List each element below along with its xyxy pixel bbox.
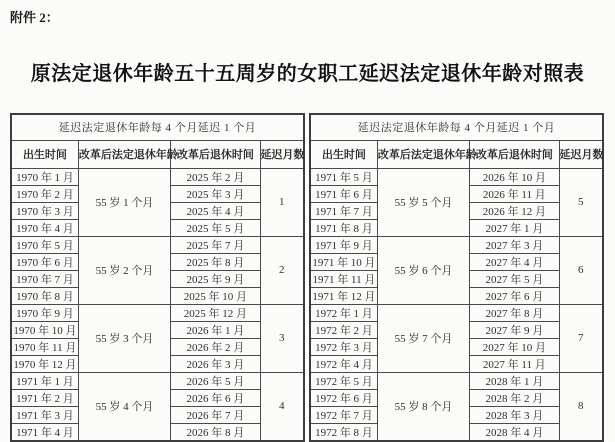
retirement-date-cell: 2028 年 1 月	[470, 372, 559, 389]
birth-date-cell: 1970 年 12 月	[11, 355, 78, 372]
table-row	[310, 140, 603, 168]
birth-date-cell: 1971 年 12 月	[310, 287, 377, 304]
retirement-age-cell: 55 岁 5 个月	[377, 168, 469, 236]
table-row	[310, 168, 603, 185]
birth-date-cell: 1970 年 3 月	[11, 202, 78, 219]
birth-date-cell: 1971 年 3 月	[11, 406, 78, 423]
retirement-date-cell: 2027 年 3 月	[470, 236, 559, 253]
retirement-date-cell: 2025 年 5 月	[171, 219, 260, 236]
retirement-date-cell: 2026 年 12 月	[470, 202, 559, 219]
retirement-age-cell: 55 岁 3 个月	[78, 304, 170, 372]
span-header-left: 延迟法定退休年龄每 4 个月延迟 1 个月	[11, 114, 304, 140]
delay-months-cell: 4	[260, 372, 304, 441]
delay-months-cell: 2	[260, 236, 304, 304]
retirement-date-cell: 2026 年 11 月	[470, 185, 559, 202]
comparison-tables	[10, 113, 604, 442]
birth-date-cell: 1971 年 11 月	[310, 270, 377, 287]
delay-months-cell: 3	[260, 304, 304, 372]
retirement-age-cell: 55 岁 7 个月	[377, 304, 469, 372]
column-header-delay: 延迟月数	[559, 140, 603, 168]
retirement-date-cell: 2028 年 4 月	[470, 423, 559, 441]
table-body-right	[310, 168, 603, 441]
retirement-date-cell: 2027 年 11 月	[470, 355, 559, 372]
birth-date-cell: 1970 年 2 月	[11, 185, 78, 202]
page-title: 原法定退休年龄五十五周岁的女职工延迟法定退休年龄对照表	[30, 63, 585, 85]
table-row	[11, 140, 304, 168]
birth-date-cell: 1971 年 4 月	[11, 423, 78, 441]
birth-date-cell: 1971 年 9 月	[310, 236, 377, 253]
retirement-date-cell: 2026 年 6 月	[171, 389, 260, 406]
column-header-birth: 出生时间	[11, 140, 78, 168]
birth-date-cell: 1970 年 6 月	[11, 253, 78, 270]
retirement-date-cell: 2025 年 3 月	[171, 185, 260, 202]
table-row	[11, 168, 304, 185]
table-row	[11, 372, 304, 389]
table-row	[11, 304, 304, 321]
table-row	[11, 114, 304, 140]
column-header-birth: 出生时间	[310, 140, 377, 168]
column-header-age: 改革后法定退休年龄	[78, 140, 170, 168]
table-row	[11, 236, 304, 253]
attachment-label: 附件 2：	[10, 10, 59, 25]
retirement-date-cell: 2026 年 1 月	[171, 321, 260, 338]
birth-date-cell: 1972 年 7 月	[310, 406, 377, 423]
birth-date-cell: 1972 年 1 月	[310, 304, 377, 321]
delay-months-cell: 1	[260, 168, 304, 236]
table-right	[309, 113, 604, 442]
delay-months-cell: 6	[559, 236, 603, 304]
table-left	[10, 113, 305, 442]
column-header-delay: 延迟月数	[260, 140, 304, 168]
birth-date-cell: 1970 年 4 月	[11, 219, 78, 236]
delay-months-cell: 8	[559, 372, 603, 441]
retirement-date-cell: 2028 年 3 月	[470, 406, 559, 423]
retirement-date-cell: 2027 年 8 月	[470, 304, 559, 321]
retirement-date-cell: 2027 年 10 月	[470, 338, 559, 355]
retirement-date-cell: 2025 年 2 月	[171, 168, 260, 185]
birth-date-cell: 1971 年 6 月	[310, 185, 377, 202]
column-header-retire: 改革后退休时间	[171, 140, 260, 168]
birth-date-cell: 1970 年 5 月	[11, 236, 78, 253]
table-body-left	[11, 168, 304, 441]
birth-date-cell: 1972 年 2 月	[310, 321, 377, 338]
retirement-date-cell: 2025 年 8 月	[171, 253, 260, 270]
birth-date-cell: 1971 年 8 月	[310, 219, 377, 236]
retirement-date-cell: 2026 年 10 月	[470, 168, 559, 185]
retirement-age-cell: 55 岁 2 个月	[78, 236, 170, 304]
birth-date-cell: 1970 年 11 月	[11, 338, 78, 355]
table-row	[310, 372, 603, 389]
birth-date-cell: 1970 年 10 月	[11, 321, 78, 338]
retirement-age-cell: 55 岁 4 个月	[78, 372, 170, 441]
retirement-date-cell: 2026 年 2 月	[171, 338, 260, 355]
birth-date-cell: 1972 年 6 月	[310, 389, 377, 406]
retirement-date-cell: 2027 年 5 月	[470, 270, 559, 287]
birth-date-cell: 1971 年 7 月	[310, 202, 377, 219]
column-header-retire: 改革后退休时间	[470, 140, 559, 168]
retirement-date-cell: 2028 年 2 月	[470, 389, 559, 406]
retirement-date-cell: 2025 年 9 月	[171, 270, 260, 287]
birth-date-cell: 1972 年 3 月	[310, 338, 377, 355]
retirement-date-cell: 2027 年 4 月	[470, 253, 559, 270]
retirement-age-cell: 55 岁 6 个月	[377, 236, 469, 304]
birth-date-cell: 1971 年 10 月	[310, 253, 377, 270]
birth-date-cell: 1972 年 5 月	[310, 372, 377, 389]
retirement-date-cell: 2027 年 6 月	[470, 287, 559, 304]
birth-date-cell: 1971 年 1 月	[11, 372, 78, 389]
delay-months-cell: 5	[559, 168, 603, 236]
delay-months-cell: 7	[559, 304, 603, 372]
retirement-age-cell: 55 岁 1 个月	[78, 168, 170, 236]
retirement-date-cell: 2025 年 12 月	[171, 304, 260, 321]
birth-date-cell: 1970 年 1 月	[11, 168, 78, 185]
birth-date-cell: 1970 年 9 月	[11, 304, 78, 321]
column-header-age: 改革后法定退休年龄	[377, 140, 469, 168]
birth-date-cell: 1972 年 8 月	[310, 423, 377, 441]
table-row	[310, 304, 603, 321]
birth-date-cell: 1970 年 7 月	[11, 270, 78, 287]
birth-date-cell: 1970 年 8 月	[11, 287, 78, 304]
birth-date-cell: 1971 年 2 月	[11, 389, 78, 406]
span-header-right: 延迟法定退休年龄每 4 个月延迟 1 个月	[310, 114, 603, 140]
retirement-date-cell: 2027 年 1 月	[470, 219, 559, 236]
retirement-date-cell: 2025 年 4 月	[171, 202, 260, 219]
retirement-date-cell: 2026 年 5 月	[171, 372, 260, 389]
retirement-date-cell: 2026 年 8 月	[171, 423, 260, 441]
table-row	[310, 114, 603, 140]
retirement-date-cell: 2026 年 3 月	[171, 355, 260, 372]
retirement-age-cell: 55 岁 8 个月	[377, 372, 469, 441]
table-row	[310, 236, 603, 253]
retirement-date-cell: 2027 年 9 月	[470, 321, 559, 338]
retirement-date-cell: 2025 年 7 月	[171, 236, 260, 253]
retirement-date-cell: 2025 年 10 月	[171, 287, 260, 304]
birth-date-cell: 1971 年 5 月	[310, 168, 377, 185]
retirement-date-cell: 2026 年 7 月	[171, 406, 260, 423]
birth-date-cell: 1972 年 4 月	[310, 355, 377, 372]
